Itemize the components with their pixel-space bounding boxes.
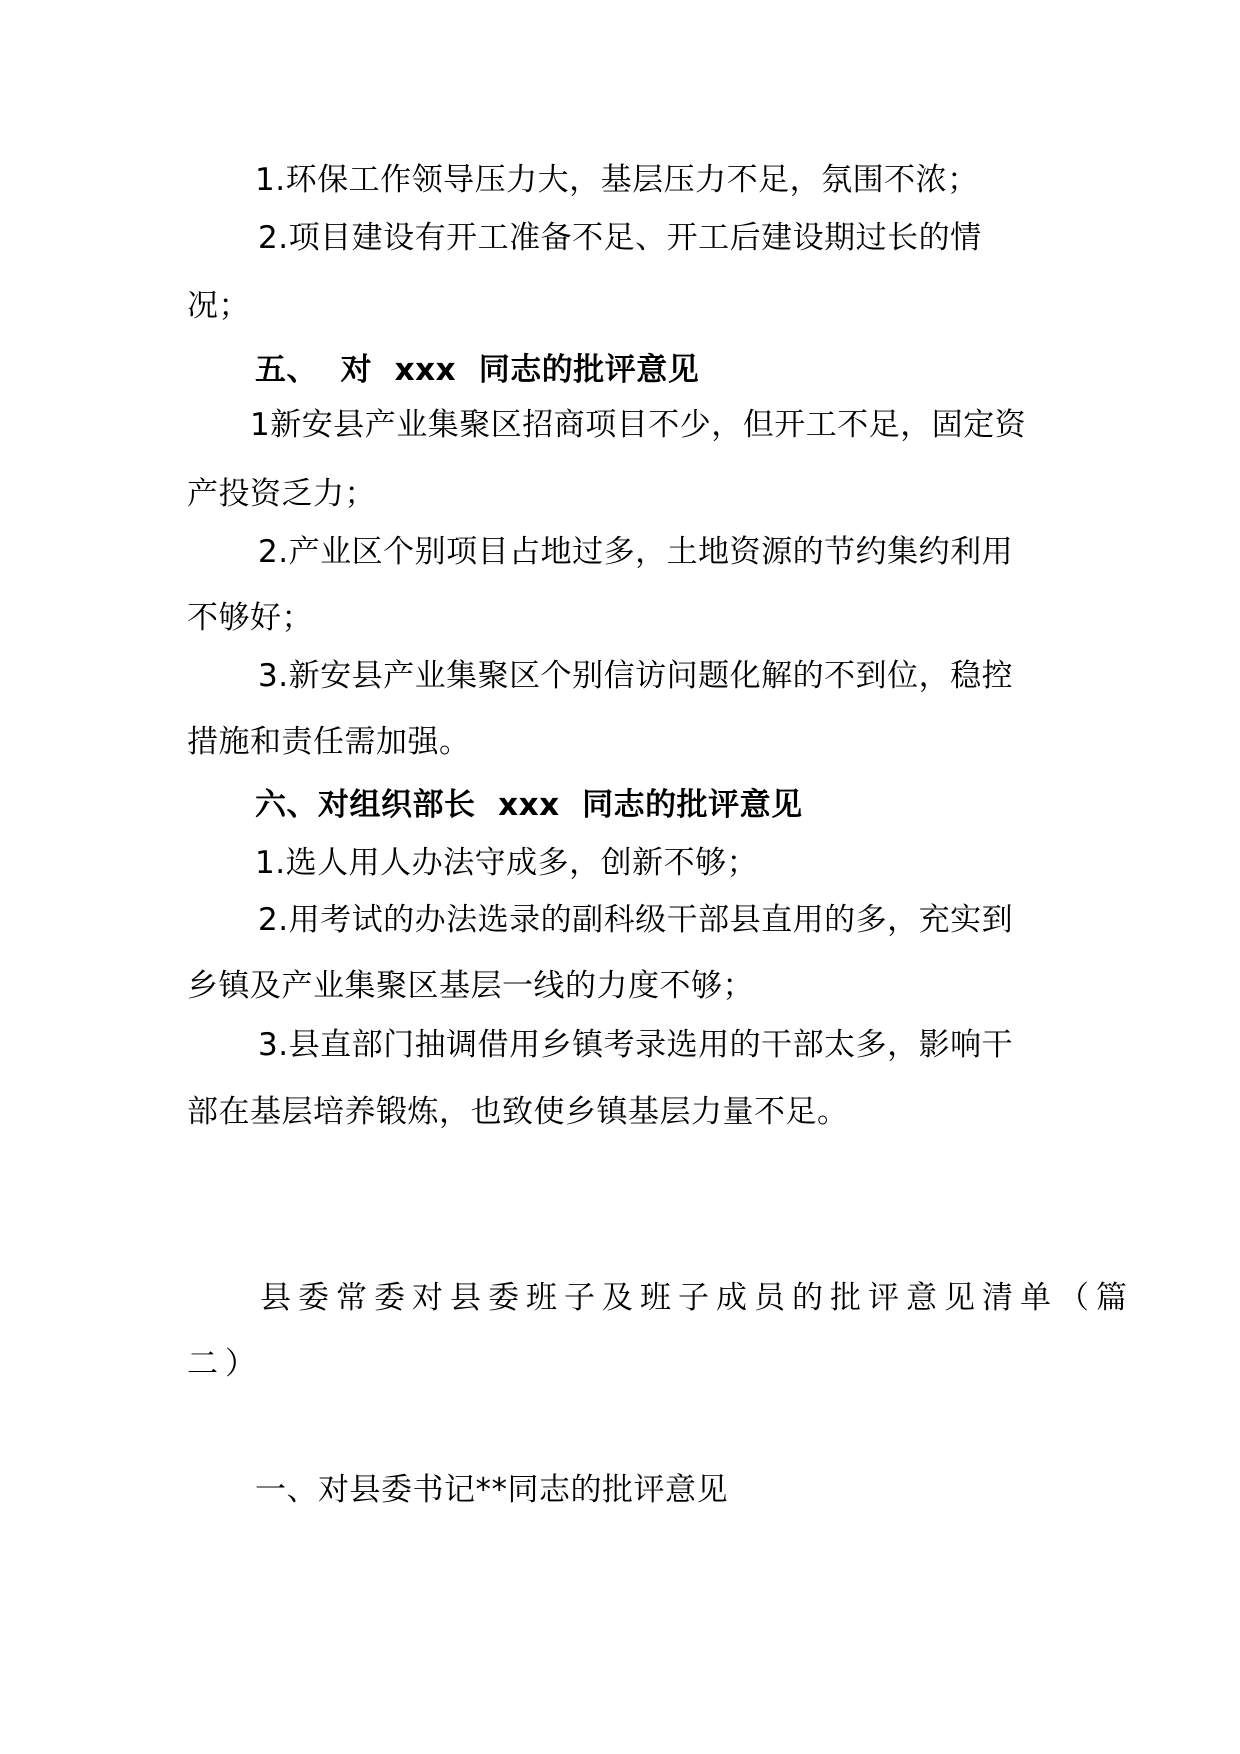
paragraph-line: 1.环保工作领导压力大，基层压力不足，氛围不浓； <box>255 162 979 198</box>
paragraph-line: 2.项目建设有开工准备不足、开工后建设期过长的情 <box>258 220 982 256</box>
paragraph-line: 部在基层培养锻炼，也致使乡镇基层力量不足。 <box>187 1094 849 1130</box>
paragraph-line: 况； <box>187 288 250 324</box>
paragraph-line: 不够好； <box>187 600 313 636</box>
paragraph-line: 2.用考试的办法选录的副科级干部县直用的多，充实到 <box>258 902 1014 938</box>
paragraph-line: 2.产业区个别项目占地过多，土地资源的节约集约利用 <box>258 534 1014 570</box>
section-heading: 六、对组织部长 xxx 同志的批评意见 <box>255 787 803 823</box>
section-heading: 一、对县委书记**同志的批评意见 <box>255 1472 728 1508</box>
paragraph-line: 产投资乏力； <box>187 476 376 512</box>
paragraph-line: 3.新安县产业集聚区个别信访问题化解的不到位，稳控 <box>258 658 1014 694</box>
paragraph-line: 1新安县产业集聚区招商项目不少，但开工不足，固定资 <box>250 407 1027 443</box>
paragraph-line: 3.县直部门抽调借用乡镇考录选用的干部太多，影响干 <box>258 1027 1014 1063</box>
paragraph-line: 措施和责任需加强。 <box>187 724 471 760</box>
section-heading: 五、 对 xxx 同志的批评意见 <box>255 352 700 388</box>
paragraph-line: 乡镇及产业集聚区基层一线的力度不够； <box>187 968 754 1004</box>
document-title-continued: 二） <box>187 1346 263 1382</box>
document-title: 县委常委对县委班子及班子成员的批评意见清单（篇 <box>260 1280 1134 1316</box>
paragraph-line: 1.选人用人办法守成多，创新不够； <box>255 845 759 881</box>
